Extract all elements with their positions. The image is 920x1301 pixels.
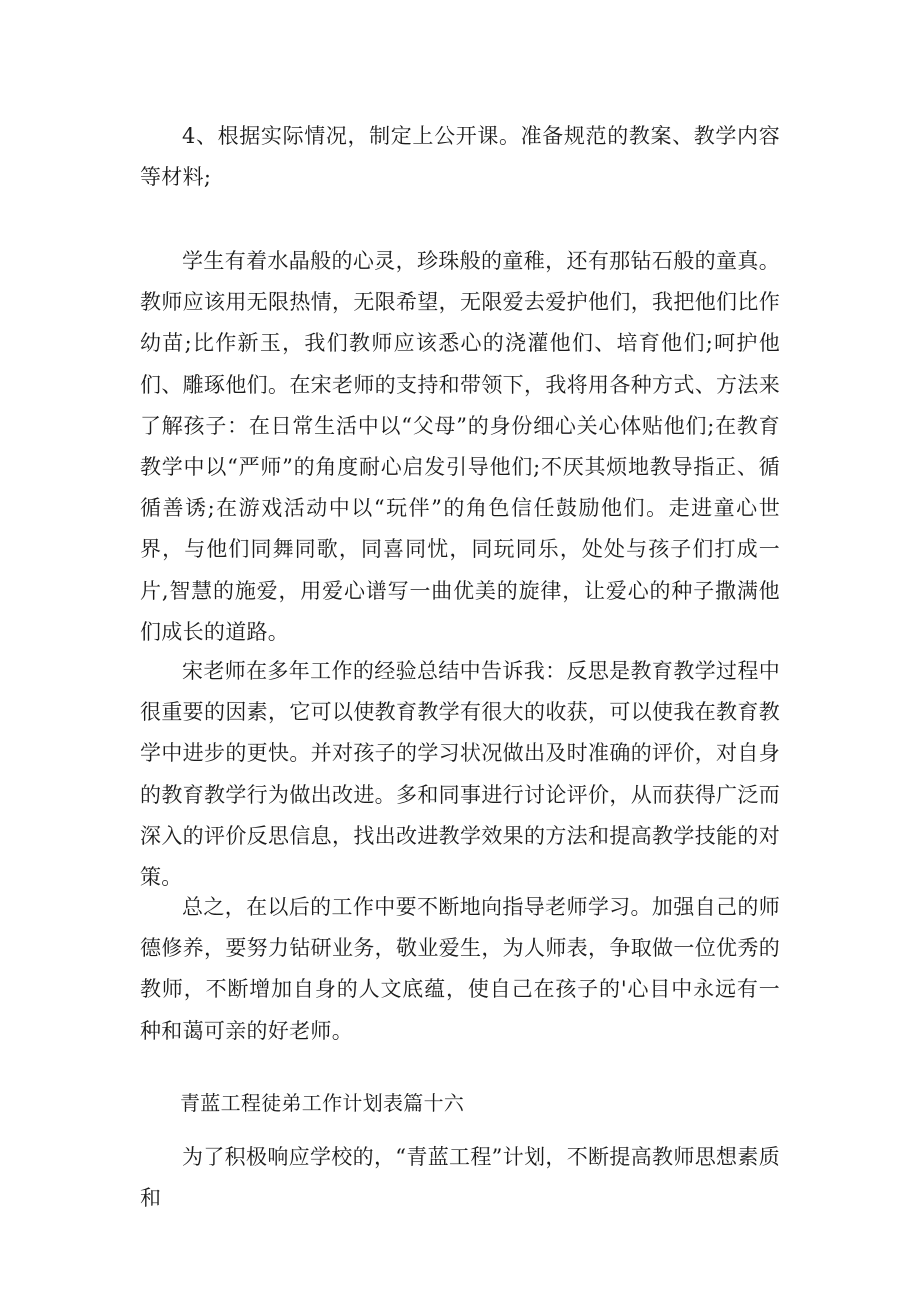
paragraph-reflection: 宋老师在多年工作的经验总结中告诉我：反思是教育教学过程中很重要的因素，它可以使教育教学有很大的收获，可以使我在教育教学中进步的更快。并对孩子的学习状况做出及时准确的评价，对自身的教育教学行为做出改进。多和同事进行讨论评价，从而获得广泛而深入的评价反思信息，找出改进教学效果的方法和提高教学技能的对策。 [140, 659, 780, 890]
section-heading: 青蓝工程徒弟工作计划表篇十六 [180, 1091, 465, 1115]
paragraph-plan-item-4: 4、根据实际情况，制定上公开课。准备规范的教案、教学内容等材料; [140, 124, 780, 190]
paragraph-students-care: 学生有着水晶般的心灵，珍珠般的童稚，还有那钻石般的童真。教师应该用无限热情，无限希望，无限爱去爱护他们，我把他们比作幼苗;比作新玉，我们教师应该悉心的浇灌他们、培育他们;呵护他们、雕琢他们。在宋老师的支持和带领下，我将用各种方式、方法来了解孩子：在日常生活中以“父母”的身份细心关心体贴他们;在教育教学中以“严师”的角度耐心启发引导他们;不厌其烦地教导指正、循循善诱;在游戏活动中以“玩伴”的角色信任鼓励他们。走进童心世界，与他们同舞同歌，同喜同忧，同玩同乐，处处与孩子们打成一片,智慧的施爱，用爱心谱写一曲优美的旋律，让爱心的种子撒满他们成长的道路。 [140, 249, 780, 644]
paragraph-intro-section-16: 为了积极响应学校的，“青蓝工程”计划，不断提高教师思想素质和 [140, 1145, 780, 1211]
paragraph-conclusion: 总之，在以后的工作中要不断地向指导老师学习。加强自己的师德修养，要努力钻研业务，敬业爱生，为人师表，争取做一位优秀的教师，不断增加自身的人文底蕴，使自己在孩子的'心目中永远有一种和蔼可亲的好老师。 [140, 895, 780, 1043]
